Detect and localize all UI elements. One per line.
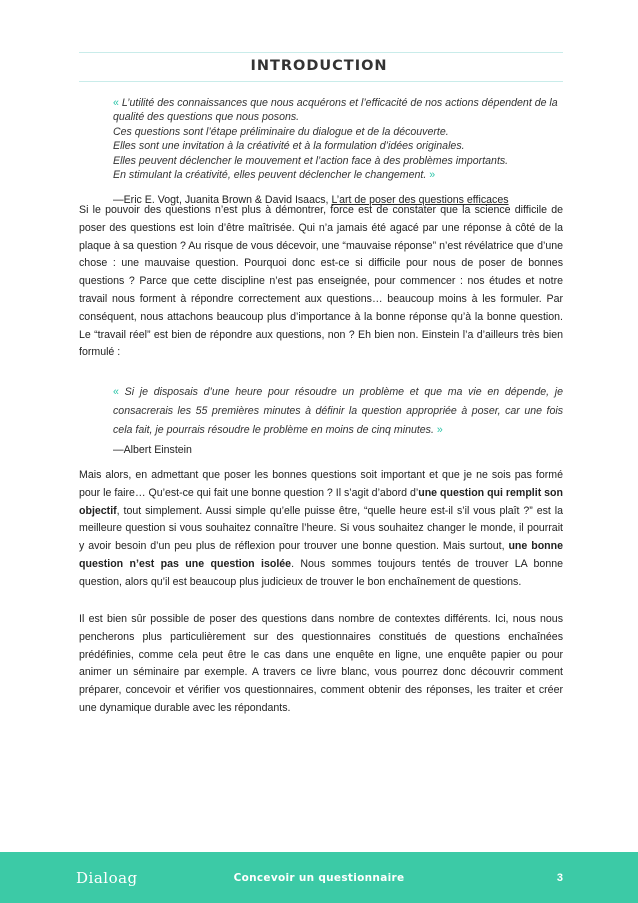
page-number: 3 bbox=[556, 872, 563, 884]
top-rule bbox=[79, 52, 563, 53]
paragraph-context: Il est bien sûr possible de poser des questions dans nombre de contextes différents. Ici, nous nous pencherons plus particulièrement sur des questionnaires constitués de questions enchaînées prédéfinies, comme cela peut être le cas dans une enquête en ligne, une enquête papier ou pour animer un séminaire par exemple. A travers ce livre blanc, vous pourrez donc découvrir comment préparer, concevoir et vérifier vos questionnaires, comment obtenir des réponses, les traiter et créer une dynamique durable avec les répondants. bbox=[79, 613, 563, 714]
page-title: INTRODUCTION bbox=[250, 58, 388, 74]
text: . Nous sommes toujours tentés de trouver LA bonne question, alors qu’il est beaucoup plus judicieux de trouver le bon enchaînement de questions. bbox=[79, 557, 563, 588]
emphasis: une question qui remplit son objectif bbox=[79, 486, 564, 517]
quote-line bbox=[113, 96, 563, 110]
paragraph-good-question bbox=[79, 467, 563, 592]
quote-close-mark: » bbox=[436, 423, 443, 436]
quote-open-mark: « bbox=[113, 97, 119, 109]
quote-line bbox=[113, 168, 563, 182]
quote-close-mark: » bbox=[429, 169, 436, 182]
opening-quote bbox=[113, 96, 563, 182]
emphasis: une bonne question n’est pas une question isolée bbox=[79, 540, 563, 570]
text: , tout simplement. Aussi simple qu’elle puisse être, “quelle heure est-il s’il vous plaît ?” est la meilleure question si vous souhaitez connaître l’heure. Si vous souhaitez changer le monde, il pourrait y avoir besoin d’un peu plus de réflexion pour trouver une bonne question. Mais surtout, bbox=[79, 504, 563, 553]
quote-open-mark: « bbox=[113, 386, 119, 398]
attribution-book-link[interactable]: L’art de poser des questions efficaces bbox=[331, 194, 509, 206]
quote-line: Elles sont une invitation à la créativité et à la formulation d’idées originales. bbox=[113, 140, 465, 153]
quote-line: qualité des questions que nous posons. bbox=[113, 111, 300, 124]
text: Mais alors, en admettant que poser les bonnes questions soit important et que je ne sois pas formé pour le faire… Qu’est-ce qui fait une bonne question ? Il s’agit d’abord d’ bbox=[79, 469, 563, 499]
einstein-attribution: —Albert Einstein bbox=[113, 444, 192, 456]
footer-title: Concevoir un questionnaire bbox=[233, 872, 405, 884]
quote-line: Ces questions sont l’étape préliminaire du dialogue et de la découverte. bbox=[113, 125, 449, 138]
quote-text: L’utilité des connaissances que nous acquérons et l’efficacité de nos actions dépendent de la bbox=[121, 97, 558, 109]
paragraph-intro: Si le pouvoir des questions n’est plus à démontrer, force est de constater que la science difficile de poser des questions est loin d’être maîtrisée. Qui n’a jamais été agacé par une réponse à côté de la plaque à sa question ? Au risque de vous décevoir, une “mauvaise réponse” n’est révélatrice que d’une chose : une mauvaise question. Pourquoi donc est-ce si difficile pour nous de poser de bonnes questions ? Parce que cette discipline n’est pas enseignée, pour commencer : nos études et notre travail nous forment à répondre correctement aux questions… beaucoup moins à les formuler. Par conséquent, nous attachons beaucoup plus d’importance à la bonne réponse qu’à la bonne question. Le “travail réel” est bien de répondre aux questions, non ? Eh bien non. Einstein l’a d’ailleurs très bien formulé : bbox=[79, 204, 563, 359]
quote-text: Si je disposais d’une heure pour résoudre un problème et que ma vie en dépende, je consacrerais les 55 premières minutes à définir la question appropriée à poser, car une fois cela fait, je pourrais résoudre le problème en moins de cinq minutes. bbox=[113, 386, 563, 436]
title-rule bbox=[79, 81, 563, 82]
dialoag-logo[interactable]: Dialoag bbox=[76, 869, 138, 887]
quote-line: Elles peuvent déclencher le mouvement et l’action face à des problèmes importants. bbox=[113, 154, 509, 167]
attribution-authors: —Eric E. Vogt, Juanita Brown & David Isaacs, bbox=[113, 194, 332, 206]
einstein-quote bbox=[113, 383, 563, 439]
footer-bar bbox=[0, 852, 638, 903]
quote-text: En stimulant la créativité, elles peuvent déclencher le changement. bbox=[113, 169, 427, 182]
